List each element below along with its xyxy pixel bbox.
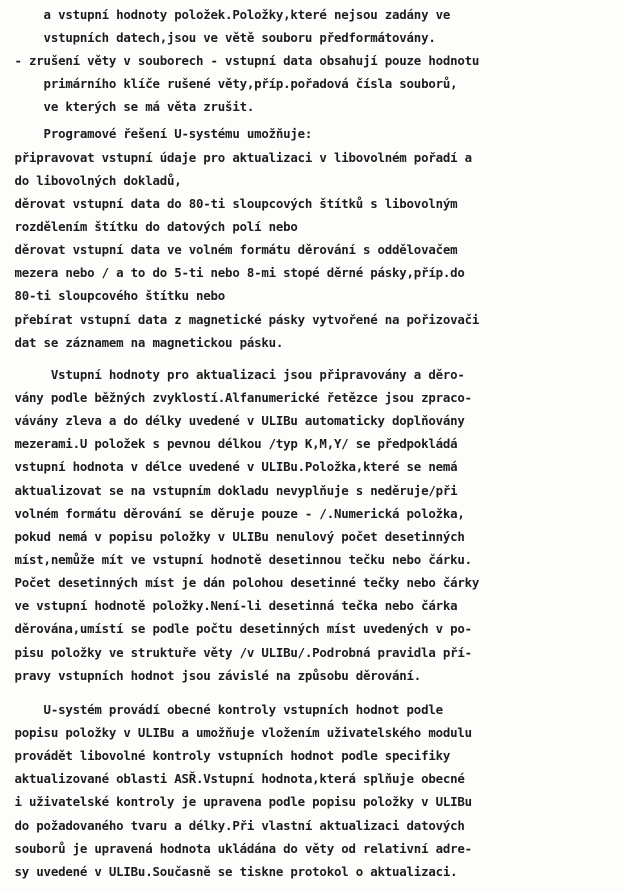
text-line: přebírat vstupní data z magnetické pásky vytvořené na pořizovači	[0, 312, 480, 327]
text-line: souborů je upravená hodnota ukládána do věty od relativní adre-	[0, 841, 472, 856]
text-line: Vstupní hodnoty pro aktualizaci jsou připravovány a děro-	[0, 367, 465, 382]
text-line: mezerami.U položek s pevnou délkou /typ K,M,Y/ se předpokládá	[0, 436, 458, 451]
text-line: vávány zleva a do délky uvedené v ULIBu automaticky doplňovány	[0, 413, 465, 428]
text-line: děrována,umístí se podle počtu desetinných míst uvedených v po-	[0, 621, 472, 636]
text-line: míst,nemůže mít ve vstupní hodnotě desetinnou tečku nebo čárku.	[0, 552, 472, 567]
text-line: připravovat vstupní údaje pro aktualizaci v libovolném pořadí a	[0, 150, 472, 165]
text-line: ve kterých se má věta zrušit.	[0, 99, 255, 114]
text-line: aktualizovat se na vstupním dokladu nevyplňuje s neděruje/při	[0, 483, 458, 498]
text-line: dat se záznamem na magnetickou pásku.	[0, 335, 284, 350]
text-line: i uživatelské kontroly je upravena podle popisu položky v ULIBu	[0, 794, 472, 809]
text-line: vstupní hodnota v délce uvedené v ULIBu.Položka,které se nemá	[0, 459, 458, 474]
text-line: sy uvedené v ULIBu.Současně se tiskne protokol o aktualizaci.	[0, 864, 458, 879]
text-line: 80-ti sloupcového štítku nebo	[0, 288, 226, 303]
text-line: děrovat vstupní data do 80-ti sloupcových štítků s libovolným	[0, 196, 458, 211]
text-line: U-systém provádí obecné kontroly vstupních hodnot podle	[0, 702, 443, 717]
text-line: do požadovaného tvaru a délky.Při vlastní aktualizaci datových	[0, 818, 465, 833]
text-line: primárního klíče rušené věty,příp.pořadová čísla souborů,	[0, 76, 458, 91]
text-line: rozdělením štítku do datových polí nebo	[0, 219, 298, 234]
text-line: pravy vstupních hodnot jsou závislé na způsobu děrování.	[0, 668, 422, 683]
text-line: provádět libovolné kontroly vstupních hodnot podle specifiky	[0, 748, 451, 763]
text-line: do libovolných dokladů,	[0, 173, 182, 188]
text-line: mezera nebo / a to do 5-ti nebo 8-mi stopé děrné pásky,příp.do	[0, 265, 465, 280]
text-line: vány podle běžných zvyklostí.Alfanumerické řetězce jsou zpraco-	[0, 390, 472, 405]
text-line: a vstupní hodnoty položek.Položky,které nejsou zadány ve	[0, 7, 451, 22]
text-line: popisu položky v ULIBu a umožňuje vložením uživatelského modulu	[0, 725, 472, 740]
text-line: - zrušení věty v souborech - vstupní data obsahují pouze hodnotu	[0, 53, 480, 68]
text-line: vstupních datech,jsou ve větě souboru předformátovány.	[0, 30, 436, 45]
text-line: Programové řešení U-systému umožňuje:	[0, 126, 313, 141]
text-line: aktualizované oblasti ASŘ.Vstupní hodnota,která splňuje obecné	[0, 771, 465, 786]
text-line: Počet desetinných míst je dán polohou desetinné tečky nebo čárky	[0, 575, 480, 590]
text-line: pokud nemá v popisu položky v ULIBu nenulový počet desetinných	[0, 529, 465, 544]
text-line: ve vstupní hodnotě položky.Není-li desetinná tečka nebo čárka	[0, 598, 458, 613]
text-line: děrovat vstupní data ve volném formátu děrování s oddělovačem	[0, 242, 458, 257]
text-line: pisu položky ve struktuře věty /v ULIBu/.Podrobná pravidla pří-	[0, 645, 472, 660]
text-line: volném formátu děrování se děruje pouze - /.Numerická položka,	[0, 506, 465, 521]
